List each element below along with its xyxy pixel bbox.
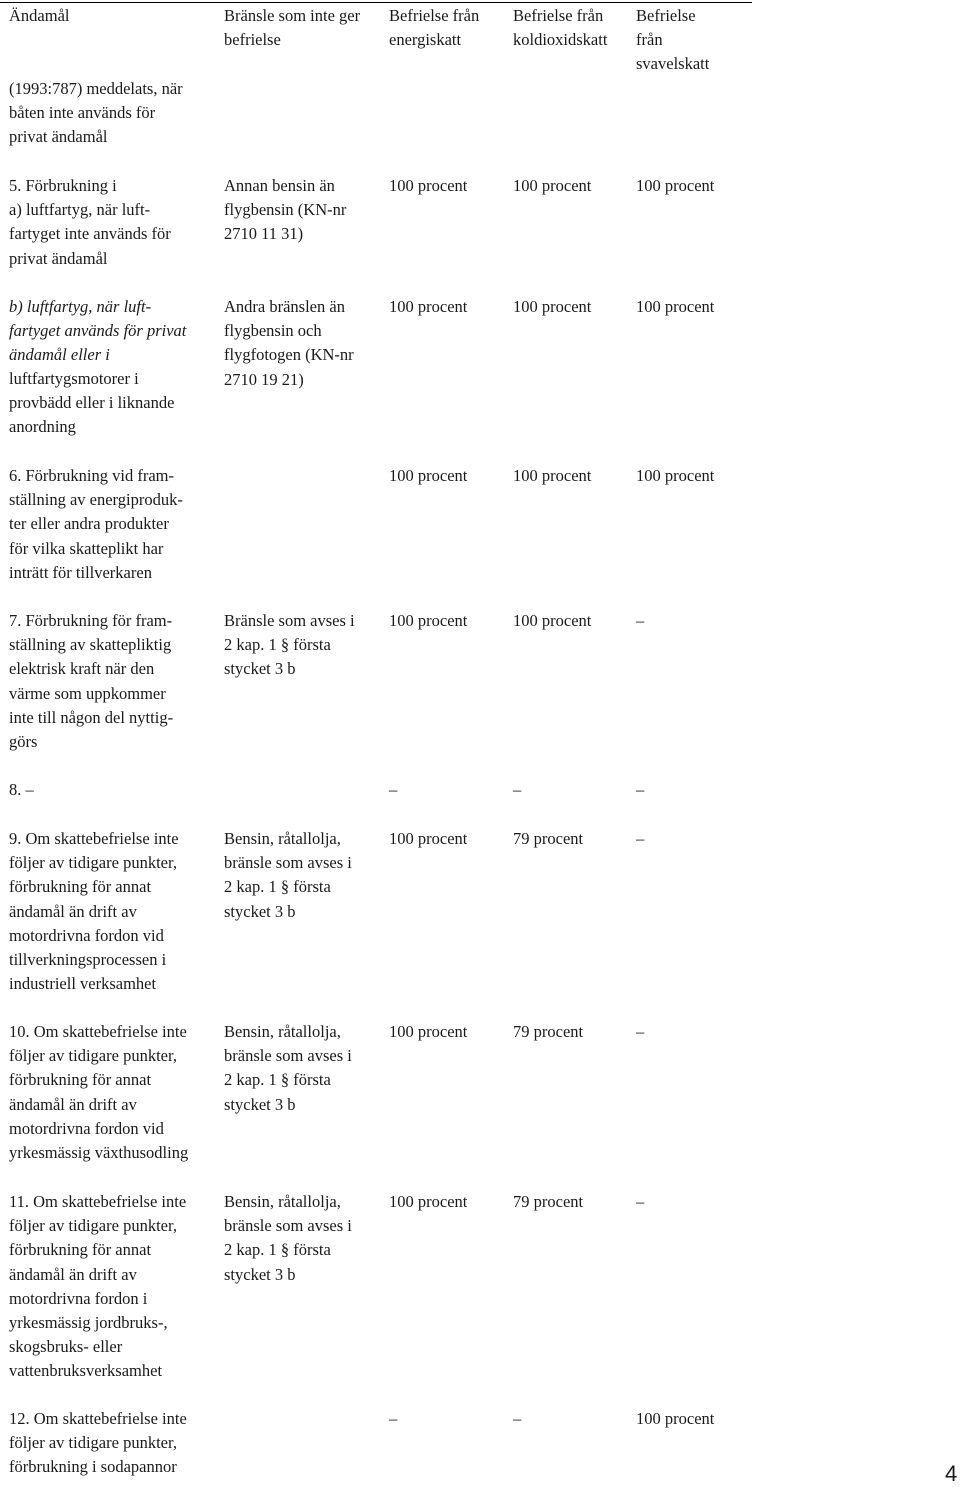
table-row-11-co2: 79 procent	[513, 1192, 584, 1211]
table-row-5a-co2: 100 procent	[513, 176, 592, 195]
table-row-7-purpose: 7. Förbrukning för fram- ställning av skattepliktig elektrisk kraft när den värme som uppkommer inte till någon del nyttig- görs	[9, 611, 174, 752]
header-co2-tax-exemption: Befrielse från koldioxidskatt	[513, 6, 608, 50]
table-row-9-fuel: Bensin, råtallolja, bränsle som avses i 2 kap. 1 § första stycket 3 b	[224, 829, 352, 921]
table-row-12-sulfur: 100 procent	[636, 1409, 715, 1428]
table-row-11-energy: 100 procent	[389, 1192, 468, 1211]
table-row-10-energy: 100 procent	[389, 1022, 468, 1041]
table-row-9-co2: 79 procent	[513, 829, 584, 848]
table-row-11-purpose: 11. Om skattebefrielse inte följer av tidigare punkter, förbrukning för annat ändamål än drift av motordrivna fordon i yrkesmässig jordbruks-, skogsbruks- eller vattenbruksverksamhet	[9, 1192, 187, 1381]
table-row-10-purpose: 10. Om skattebefrielse inte följer av tidigare punkter, förbrukning för annat ändamål än drift av motordrivna fordon vid yrkesmässig växthusodling	[9, 1022, 189, 1163]
table-row-6-co2: 100 procent	[513, 466, 592, 485]
table-row-5a-sulfur: 100 procent	[636, 176, 715, 195]
table-row-5b-purpose-italic: b) luftfartyg, när luft- fartyget används för privat ändamål eller i	[9, 297, 187, 365]
header-energy-tax-exemption: Befrielse från energiskatt	[389, 6, 480, 50]
header-purpose: Ändamål	[9, 6, 70, 25]
header-fuel-no-exemption: Bränsle som inte ger befrielse	[224, 6, 361, 50]
table-row-7-fuel: Bränsle som avses i 2 kap. 1 § första stycket 3 b	[224, 611, 355, 679]
table-row-10-sulfur: –	[636, 1022, 645, 1041]
table-row-9-sulfur: –	[636, 829, 645, 848]
page-number: 4	[945, 1461, 958, 1486]
table-row-6-purpose: 6. Förbrukning vid fram- ställning av energiproduk- ter eller andra produkter för vilka skatteplikt har inträtt för tillverkaren	[9, 466, 183, 582]
table-row-8-purpose: 8. –	[9, 780, 34, 799]
table-row-10-fuel: Bensin, råtallolja, bränsle som avses i 2 kap. 1 § första stycket 3 b	[224, 1022, 352, 1114]
table-row-5b-sulfur: 100 procent	[636, 297, 715, 316]
table-row-12-energy: –	[389, 1409, 398, 1428]
table-row-5b-co2: 100 procent	[513, 297, 592, 316]
table-row-8-co2: –	[513, 780, 522, 799]
header-sulfur-tax-exemption: Befrielse från svavelskatt	[636, 6, 710, 74]
table-row-12-co2: –	[513, 1409, 522, 1428]
table-row-6-sulfur: 100 procent	[636, 466, 715, 485]
table-row-5b-purpose: luftfartygsmotorer i provbädd eller i liknande anordning	[9, 369, 175, 437]
table-row-12-purpose: 12. Om skattebefrielse inte följer av tidigare punkter, förbrukning i sodapannor	[9, 1409, 187, 1477]
table-row-5a-fuel: Annan bensin än flygbensin (KN-nr 2710 11 31)	[224, 176, 347, 244]
table-row-7-sulfur: –	[636, 611, 645, 630]
table-row-10-co2: 79 procent	[513, 1022, 584, 1041]
table-row-8-energy: –	[389, 780, 398, 799]
table-row-9-purpose: 9. Om skattebefrielse inte följer av tidigare punkter, förbrukning för annat ändamål än drift av motordrivna fordon vid tillverkningsprocessen i industriell verksamhet	[9, 829, 179, 994]
table-row-5a-purpose: 5. Förbrukning i a) luftfartyg, när luft- fartyget inte används för privat ändamål	[9, 176, 171, 268]
table-row-11-sulfur: –	[636, 1192, 645, 1211]
table-row-8-sulfur: –	[636, 780, 645, 799]
table-row-7-co2: 100 procent	[513, 611, 592, 630]
table-row-continuation-purpose: (1993:787) meddelats, när båten inte används för privat ändamål	[9, 79, 183, 147]
table-row-9-energy: 100 procent	[389, 829, 468, 848]
table-row-6-energy: 100 procent	[389, 466, 468, 485]
table-top-rule	[0, 2, 752, 3]
table-row-5b-energy: 100 procent	[389, 297, 468, 316]
table-row-5b-fuel: Andra bränslen än flygbensin och flygfotogen (KN-nr 2710 19 21)	[224, 297, 354, 389]
table-row-11-fuel: Bensin, råtallolja, bränsle som avses i 2 kap. 1 § första stycket 3 b	[224, 1192, 352, 1284]
table-row-7-energy: 100 procent	[389, 611, 468, 630]
table-row-5a-energy: 100 procent	[389, 176, 468, 195]
